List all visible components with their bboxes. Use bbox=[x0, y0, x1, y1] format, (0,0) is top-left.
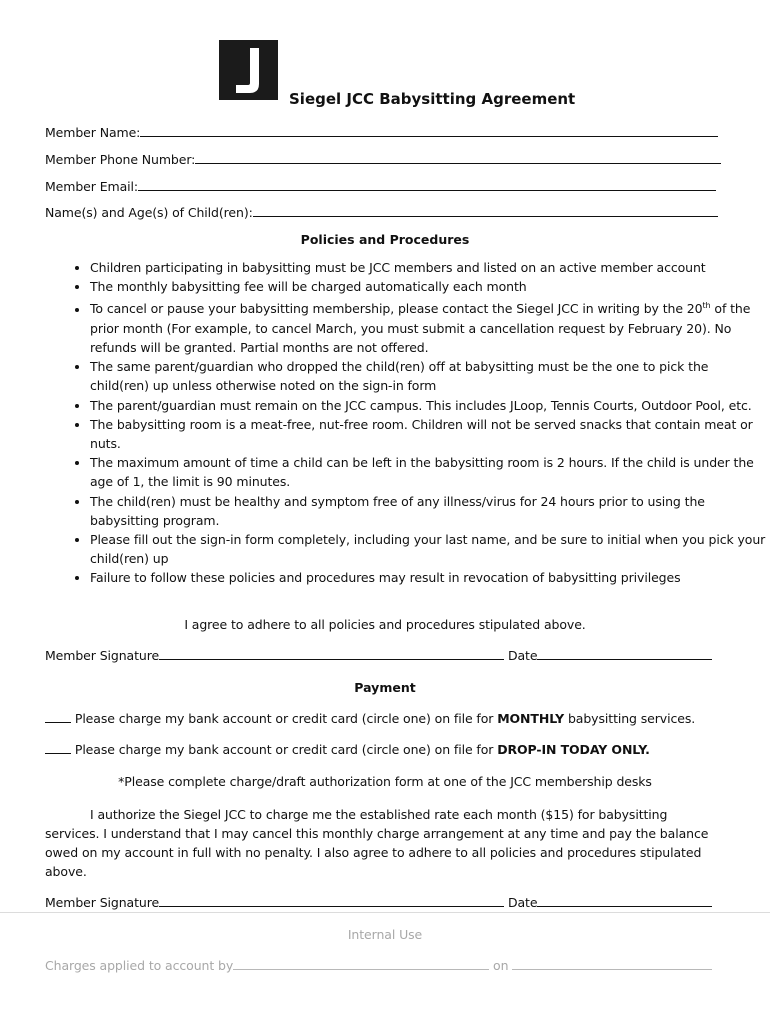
policy-text: Children participating in babysitting must be JCC members and listed on an active member account bbox=[90, 260, 706, 275]
date-line[interactable] bbox=[537, 895, 712, 907]
policies-heading: Policies and Procedures bbox=[300, 232, 470, 247]
list-item bbox=[90, 258, 770, 277]
member-email-label: Member Email: bbox=[45, 179, 138, 194]
member-phone-label: Member Phone Number: bbox=[45, 152, 196, 167]
payment-heading: Payment bbox=[354, 680, 416, 695]
page-title: Siegel JCC Babysitting Agreement bbox=[289, 90, 576, 108]
list-item bbox=[90, 530, 770, 568]
policy-text: The maximum amount of time a child can be left in the babysitting room is 2 hours. If the child is under the age of 1, the limit is 90 minutes. bbox=[90, 455, 754, 490]
monthly-option-suffix: babysitting services. bbox=[564, 711, 696, 726]
member-phone-line[interactable] bbox=[195, 152, 721, 164]
member-name-field[interactable] bbox=[45, 125, 718, 140]
signature-row-2 bbox=[45, 895, 712, 910]
monthly-check-line[interactable] bbox=[45, 711, 71, 723]
signature-label: Member Signature bbox=[45, 648, 160, 663]
children-label: Name(s) and Age(s) of Child(ren): bbox=[45, 205, 253, 220]
charges-label: Charges applied to account by bbox=[45, 958, 234, 973]
signature-row-1 bbox=[45, 648, 712, 663]
payment-option-monthly[interactable] bbox=[45, 711, 695, 726]
member-email-field[interactable] bbox=[45, 179, 716, 194]
jcc-logo-mark bbox=[219, 40, 278, 100]
member-phone-field[interactable] bbox=[45, 152, 721, 167]
children-line[interactable] bbox=[253, 205, 718, 217]
policy-text: The babysitting room is a meat-free, nut-free room. Children will not be served snacks that contain meat or nuts. bbox=[90, 416, 753, 451]
policy-text-cont: of the prior month (For example, to cancel March, you must submit a cancellation request by February 20). No refunds will be granted. Partial months are not offered. bbox=[90, 301, 751, 355]
policy-text: Please fill out the sign-in form completely, including your last name, and be sure to initial when you pick your child(ren) up bbox=[90, 532, 766, 567]
internal-charges-row bbox=[45, 958, 712, 973]
signature-line[interactable] bbox=[159, 648, 504, 660]
signature-line[interactable] bbox=[159, 895, 504, 907]
list-item bbox=[90, 277, 770, 296]
charges-by-line[interactable] bbox=[233, 958, 489, 970]
list-item bbox=[90, 492, 770, 530]
list-item bbox=[90, 453, 770, 491]
authorization-note: *Please complete charge/draft authorization form at one of the JCC membership desks bbox=[118, 774, 652, 789]
charges-date-line[interactable] bbox=[512, 958, 712, 970]
date-line[interactable] bbox=[537, 648, 712, 660]
internal-use-heading: Internal Use bbox=[347, 927, 423, 942]
dropin-option-text: Please charge my bank account or credit card (circle one) on file for bbox=[74, 742, 498, 757]
superscript-th: th bbox=[702, 301, 711, 311]
list-item bbox=[90, 415, 770, 453]
policy-text: The child(ren) must be healthy and symptom free of any illness/virus for 24 hours prior to using the babysitting program. bbox=[90, 493, 705, 528]
jcc-logo bbox=[219, 40, 278, 100]
children-field[interactable] bbox=[45, 205, 718, 220]
member-name-label: Member Name: bbox=[45, 125, 141, 140]
date-label: Date bbox=[507, 648, 538, 663]
list-item bbox=[90, 296, 770, 357]
policy-text: The parent/guardian must remain on the JCC campus. This includes JLoop, Tennis Courts, Outdoor Pool, etc. bbox=[90, 397, 752, 413]
list-item bbox=[90, 396, 770, 415]
policy-text: Failure to follow these policies and procedures may result in revocation of babysitting privileges bbox=[90, 570, 681, 586]
policy-text: To cancel or pause your babysitting membership, please contact the Siegel JCC in writing by the 20 bbox=[90, 301, 703, 317]
list-item bbox=[90, 568, 770, 587]
member-name-line[interactable] bbox=[140, 125, 718, 137]
policy-text: The same parent/guardian who dropped the child(ren) off at babysitting must be the one to pick the child(ren) up unless otherwise noted on the sign-in form bbox=[90, 359, 709, 394]
signature-label: Member Signature bbox=[45, 895, 160, 910]
divider bbox=[0, 912, 770, 913]
policies-list bbox=[45, 258, 770, 588]
dropin-check-line[interactable] bbox=[45, 742, 71, 754]
monthly-option-bold: MONTHLY bbox=[497, 711, 565, 726]
authorization-paragraph: I authorize the Siegel JCC to charge me the established rate each month ($15) for babysitting services. I understand that I may cancel this monthly charge arrangement at any time and pay the balance owed on my account in full with no penalty. I also agree to adhere to all policies and procedures stipulated above. bbox=[45, 807, 709, 879]
dropin-option-bold: DROP-IN TODAY ONLY. bbox=[497, 742, 650, 757]
date-label: Date bbox=[507, 895, 538, 910]
member-email-line[interactable] bbox=[138, 179, 716, 191]
policy-text: The monthly babysitting fee will be charged automatically each month bbox=[90, 279, 527, 295]
monthly-option-text: Please charge my bank account or credit card (circle one) on file for bbox=[74, 711, 498, 726]
on-label: on bbox=[493, 958, 509, 973]
list-item bbox=[90, 357, 770, 395]
payment-option-dropin[interactable] bbox=[45, 742, 650, 757]
agree-statement: I agree to adhere to all policies and procedures stipulated above. bbox=[184, 617, 586, 632]
